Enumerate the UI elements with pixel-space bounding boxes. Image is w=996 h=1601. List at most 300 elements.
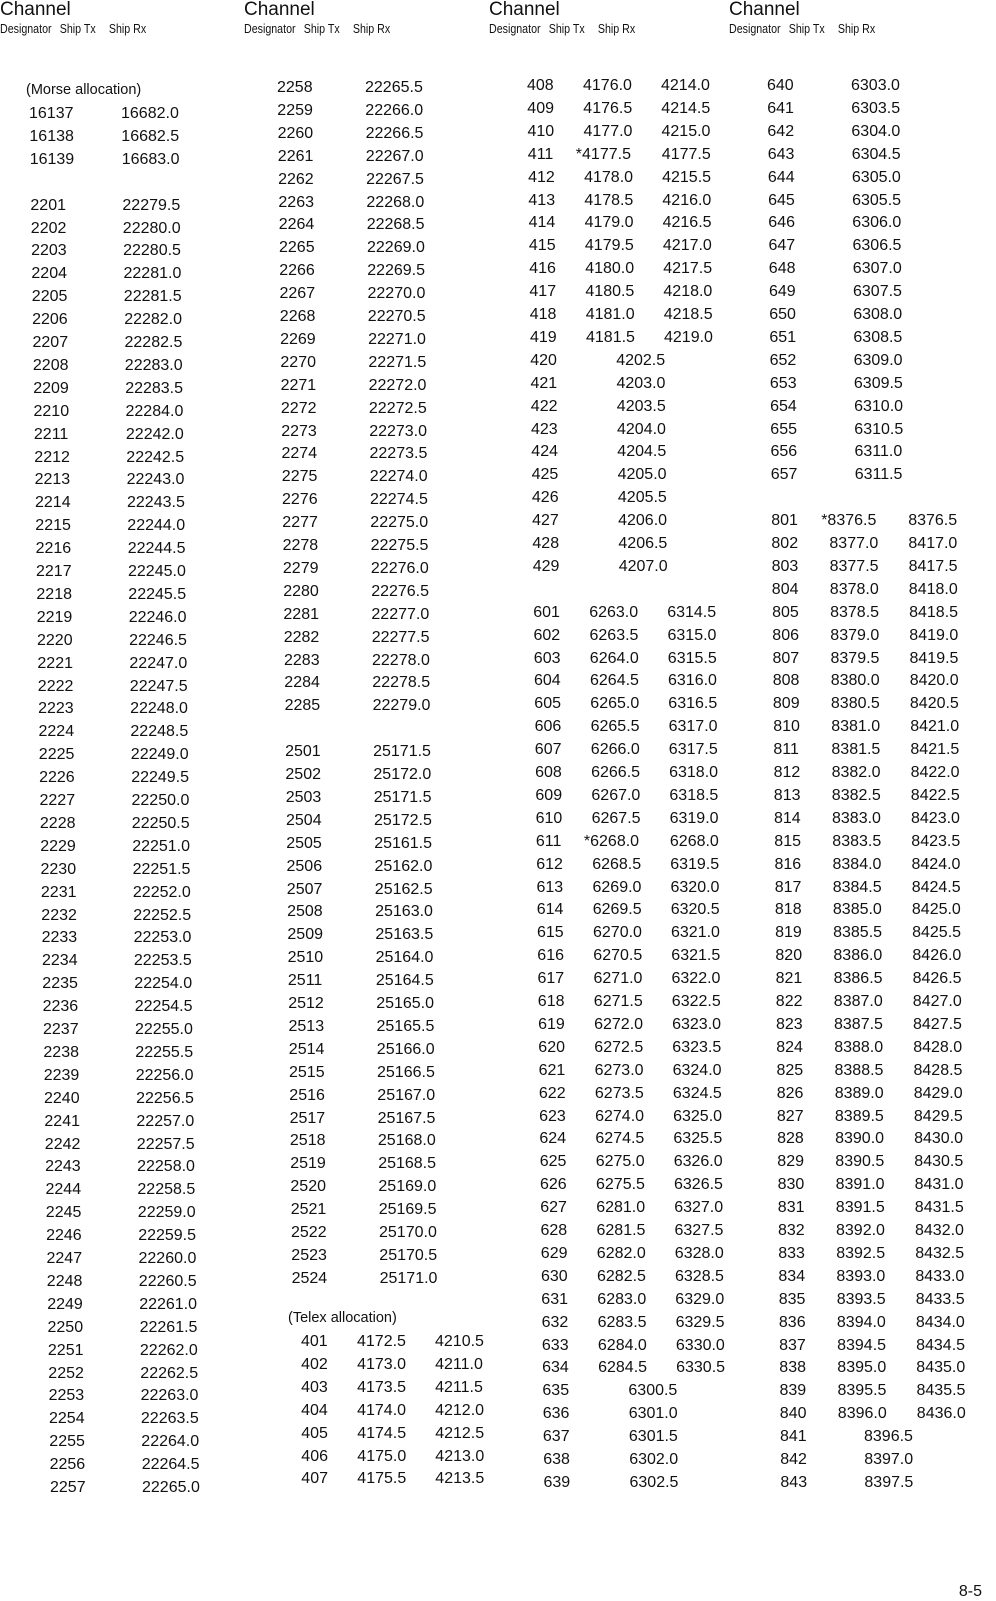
ship-tx-frequency: 6282.5 <box>597 1267 646 1285</box>
channel-designator: 630 <box>541 1267 568 1285</box>
frequency: 22278.5 <box>372 674 431 692</box>
ship-tx-frequency: 8393.5 <box>836 1290 886 1308</box>
channel-designator: 816 <box>774 855 802 873</box>
ship-rx-frequency: 8417.5 <box>908 557 958 575</box>
channel-designator: 2205 <box>31 288 68 306</box>
ship-tx-frequency: 8377.5 <box>829 557 879 575</box>
ship-tx-frequency: 6267.5 <box>591 809 641 827</box>
ship-tx-frequency: 4174.5 <box>357 1424 407 1442</box>
frequency: 6310.0 <box>854 397 904 415</box>
channel-designator: 2265 <box>279 239 315 257</box>
ship-tx-frequency: 4172.5 <box>357 1333 406 1350</box>
channel-designator: 2518 <box>289 1132 326 1150</box>
channel-designator: 843 <box>780 1473 808 1491</box>
ship-tx-frequency: 6271.5 <box>593 993 643 1010</box>
channel-designator: 814 <box>774 809 801 827</box>
ship-tx-frequency: 8389.5 <box>834 1107 884 1125</box>
ship-tx-frequency: 4175.5 <box>357 1470 407 1488</box>
channel-designator: 840 <box>779 1405 807 1423</box>
ship-rx-frequency: 6317.5 <box>668 741 718 759</box>
channel-designator: 651 <box>769 328 797 346</box>
channel-designator: 16138 <box>29 127 74 145</box>
channel-designator: 801 <box>771 512 798 530</box>
channel-designator: 2283 <box>284 651 320 669</box>
channel-designator: 2220 <box>37 631 73 649</box>
frequency: 25169.0 <box>378 1178 437 1196</box>
frequency: 16683.0 <box>121 150 180 168</box>
channel-designator: 817 <box>774 878 802 896</box>
ship-rx-frequency: 8423.0 <box>911 809 960 827</box>
frequency: 6311.5 <box>854 466 903 484</box>
channel-designator: 601 <box>533 603 560 621</box>
channel-designator: 819 <box>775 924 802 942</box>
column-header-sub <box>729 22 926 36</box>
channel-designator: 826 <box>776 1084 804 1102</box>
frequency: 22253.5 <box>133 952 192 970</box>
channel-designator: 428 <box>532 535 560 552</box>
frequency: 22283.5 <box>125 379 184 397</box>
frequency: 22248.0 <box>130 700 188 718</box>
channel-designator: 2276 <box>282 491 318 509</box>
channel-designator: 2244 <box>45 1181 82 1199</box>
channel-designator: 838 <box>779 1359 806 1377</box>
channel-designator: 807 <box>772 649 800 667</box>
channel-designator: 408 <box>527 77 554 94</box>
channel-designator: 648 <box>768 260 796 278</box>
ship-tx-frequency: 4179.5 <box>584 237 634 255</box>
ship-tx-label: Ship Tx <box>788 21 825 36</box>
channel-designator: 820 <box>775 947 803 965</box>
channel-designator: 610 <box>535 809 563 827</box>
channel-designator: 2273 <box>281 422 317 440</box>
channel-designator: 16139 <box>29 150 75 168</box>
frequency: 22276.0 <box>370 559 429 577</box>
ship-tx-frequency: 4181.0 <box>585 306 635 323</box>
channel-designator: 836 <box>778 1313 806 1331</box>
channel-designator: 2266 <box>279 262 315 280</box>
frequency: 4203.5 <box>616 397 666 415</box>
channel-designator: 643 <box>767 145 795 163</box>
frequency: 8397.0 <box>864 1451 914 1468</box>
frequency: 22250.0 <box>131 792 190 809</box>
channel-designator: 613 <box>536 878 564 896</box>
ship-tx-frequency: 6283.0 <box>597 1290 647 1308</box>
channel-designator: 418 <box>529 306 557 323</box>
channel-designator: 2202 <box>30 219 67 237</box>
channel-designator: 2228 <box>39 814 76 832</box>
channel-designator: 2504 <box>286 811 322 829</box>
ship-tx-frequency: 6269.0 <box>592 878 642 896</box>
channel-designator: 615 <box>537 924 564 942</box>
channel-designator: 419 <box>530 328 557 346</box>
ship-tx-frequency: 6270.0 <box>593 924 642 942</box>
channel-designator: 2248 <box>46 1272 83 1290</box>
frequency: 22253.0 <box>133 929 192 947</box>
frequency: 22274.5 <box>370 491 428 509</box>
channel-designator: 2506 <box>286 857 323 875</box>
channel-designator: 839 <box>779 1382 807 1400</box>
ship-tx-frequency: 6266.0 <box>590 741 640 759</box>
ship-tx-frequency: 8387.0 <box>833 993 883 1010</box>
channel-designator: 832 <box>778 1222 805 1239</box>
channel-designator: 812 <box>773 764 801 781</box>
ship-rx-frequency: 8431.5 <box>914 1199 964 1217</box>
ship-tx-frequency: 8382.0 <box>831 764 881 781</box>
channel-designator: 827 <box>776 1107 804 1125</box>
channel-designator: 655 <box>770 420 797 438</box>
ship-rx-frequency: 8430.5 <box>914 1153 964 1171</box>
ship-tx-label: Ship Tx <box>548 21 585 36</box>
channel-designator: 654 <box>770 397 797 415</box>
channel-designator: 2253 <box>48 1387 85 1405</box>
ship-rx-frequency: 6328.5 <box>675 1267 724 1285</box>
frequency: 25161.5 <box>374 834 433 852</box>
channel-designator: 2252 <box>48 1364 84 1382</box>
channel-designator: 2247 <box>46 1250 83 1267</box>
ship-tx-frequency: 8384.0 <box>832 855 882 873</box>
frequency: 22248.5 <box>130 723 189 741</box>
channel-designator: 405 <box>301 1424 328 1442</box>
frequency: 22246.0 <box>128 608 187 626</box>
channel-designator: 2277 <box>282 514 318 532</box>
channel-designator: 632 <box>541 1313 569 1331</box>
channel-designator: 2216 <box>35 540 72 558</box>
ship-rx-frequency: 6316.5 <box>668 695 718 713</box>
channel-designator: 825 <box>776 1061 804 1079</box>
frequency: 22252.5 <box>133 906 192 924</box>
frequency: 25165.5 <box>376 1017 435 1035</box>
channel-designator: 412 <box>528 168 555 186</box>
channel-designator: 2275 <box>281 468 318 486</box>
ship-tx-frequency: 4179.0 <box>584 214 634 232</box>
channel-designator: 618 <box>537 993 565 1010</box>
frequency: 6308.5 <box>853 328 903 346</box>
ship-tx-frequency: 8378.5 <box>830 603 880 621</box>
ship-tx-frequency: 8387.5 <box>834 1015 883 1033</box>
channel-designator: 2224 <box>38 723 75 741</box>
channel-designator: 2236 <box>42 998 79 1016</box>
channel-designator: 2230 <box>40 860 77 878</box>
channel-designator: 842 <box>780 1451 807 1468</box>
channel-designator: 2257 <box>50 1479 86 1496</box>
channel-designator: 2232 <box>41 906 77 924</box>
ship-rx-frequency: 4177.5 <box>661 145 711 163</box>
channel-designator: 414 <box>528 214 556 232</box>
frequency: 22282.0 <box>124 311 183 329</box>
column-header-title: Channel <box>0 0 71 20</box>
ship-tx-frequency: 4176.5 <box>583 99 633 117</box>
frequency: 22281.0 <box>123 265 182 283</box>
ship-tx-frequency: 8377.0 <box>829 535 879 552</box>
channel-designator: 646 <box>768 214 795 232</box>
channel-designator: 2510 <box>287 949 324 967</box>
ship-rx-frequency: 8435.0 <box>916 1359 966 1377</box>
frequency: 4206.0 <box>618 512 668 530</box>
frequency: 22271.5 <box>368 353 427 371</box>
channel-designator: 804 <box>771 580 799 598</box>
ship-rx-frequency: 4215.0 <box>661 122 711 140</box>
channel-designator: 830 <box>777 1176 805 1194</box>
frequency: 22281.5 <box>123 288 182 306</box>
ship-rx-frequency: 4218.0 <box>663 283 713 301</box>
channel-designator: 626 <box>540 1176 567 1194</box>
ship-tx-frequency: *4177.5 <box>575 145 631 163</box>
ship-tx-frequency: 4180.5 <box>585 283 635 301</box>
channel-designator: 2234 <box>42 952 78 970</box>
frequency: 25163.0 <box>375 903 433 921</box>
ship-tx-frequency: 8395.0 <box>837 1359 887 1377</box>
channel-designator: 636 <box>542 1405 570 1423</box>
channel-designator: 608 <box>535 764 562 781</box>
channel-designator: 2274 <box>281 445 318 463</box>
channel-designator: 2221 <box>37 654 73 672</box>
channel-designator: 621 <box>538 1061 566 1079</box>
channel-designator: 2508 <box>287 903 323 921</box>
ship-rx-frequency: 6318.0 <box>669 764 719 781</box>
ship-tx-frequency: 8390.5 <box>835 1153 885 1171</box>
channel-designator: 2511 <box>287 972 323 990</box>
channel-designator: 2214 <box>35 494 71 512</box>
channel-designator: 2231 <box>40 883 77 901</box>
ship-rx-frequency: 8435.5 <box>916 1382 966 1400</box>
ship-rx-frequency: 8419.0 <box>909 626 959 644</box>
ship-rx-frequency: 8419.5 <box>909 649 959 667</box>
page-number: 8-5 <box>958 1583 982 1600</box>
frequency: 22269.5 <box>367 262 426 280</box>
channel-designator: 2251 <box>47 1341 84 1359</box>
channel-designator: 649 <box>769 283 796 301</box>
ship-rx-frequency: 8376.5 <box>908 512 958 530</box>
channel-designator: 2523 <box>291 1246 327 1264</box>
frequency: 22259.5 <box>138 1227 197 1245</box>
frequency: 6301.5 <box>628 1428 678 1446</box>
ship-rx-frequency: 4211.0 <box>435 1355 483 1373</box>
ship-tx-frequency: 6264.5 <box>590 672 639 690</box>
ship-rx-frequency: 6317.0 <box>668 718 718 736</box>
channel-designator: 2519 <box>290 1155 326 1173</box>
channel-designator: 612 <box>536 855 563 873</box>
frequency: 22249.0 <box>130 746 189 764</box>
channel-designator: 602 <box>533 626 561 644</box>
frequency: 25167.0 <box>377 1086 436 1104</box>
designator-label: Designator <box>244 21 296 36</box>
channel-designator: 2237 <box>43 1021 79 1038</box>
channel-designator: 2259 <box>277 101 313 119</box>
channel-designator: 640 <box>767 77 794 94</box>
frequency: 22257.0 <box>136 1112 195 1130</box>
frequency: 22245.5 <box>128 585 187 603</box>
ship-tx-frequency: 6281.0 <box>596 1199 646 1217</box>
frequency: 22268.5 <box>366 216 425 234</box>
channel-designator: 421 <box>530 374 558 392</box>
frequency: 22260.5 <box>138 1272 197 1290</box>
frequency: 4204.5 <box>617 443 667 461</box>
frequency: 25170.0 <box>379 1224 437 1241</box>
channel-designator: 818 <box>774 901 802 919</box>
ship-tx-frequency: 8380.5 <box>830 695 880 713</box>
frequency: 22266.5 <box>365 124 424 142</box>
channel-designator: 404 <box>301 1401 328 1419</box>
ship-rx-frequency: 6322.5 <box>671 993 721 1010</box>
channel-designator: 425 <box>531 466 559 484</box>
channel-designator: 427 <box>532 512 559 530</box>
frequency: 6302.5 <box>629 1473 679 1491</box>
channel-designator: 619 <box>538 1015 565 1033</box>
ship-tx-frequency: 6274.0 <box>595 1107 645 1125</box>
ship-rx-frequency: 4212.0 <box>435 1401 485 1419</box>
frequency: 22247.0 <box>129 654 188 672</box>
channel-designator: 2258 <box>277 79 313 96</box>
column-header-title: Channel <box>489 0 560 20</box>
channel-designator: 2524 <box>291 1269 328 1287</box>
channel-designator: 2201 <box>30 196 66 214</box>
ship-tx-frequency: 6281.5 <box>596 1222 646 1239</box>
ship-tx-frequency: 6282.0 <box>596 1244 646 1262</box>
ship-tx-frequency: 4173.5 <box>357 1378 407 1396</box>
frequency: 25169.5 <box>378 1201 437 1219</box>
channel-designator: 2223 <box>38 700 74 718</box>
channel-designator: 2209 <box>33 379 69 397</box>
ship-rx-frequency: 6315.0 <box>667 626 717 644</box>
ship-tx-frequency: 8394.5 <box>837 1336 887 1354</box>
frequency: 22259.0 <box>137 1204 196 1222</box>
frequency: 22277.0 <box>371 605 430 623</box>
frequency: 6302.0 <box>629 1451 679 1468</box>
channel-designator: 2256 <box>49 1456 86 1474</box>
channel-designator: 422 <box>530 397 558 415</box>
channel-designator: 650 <box>769 306 796 323</box>
ship-tx-frequency: 4174.0 <box>357 1401 407 1419</box>
frequency: 4205.5 <box>617 489 667 507</box>
ship-tx-frequency: 8380.0 <box>830 672 880 690</box>
frequency: 6309.5 <box>853 374 903 392</box>
frequency: 22266.0 <box>365 101 424 119</box>
channel-designator: 625 <box>539 1153 567 1171</box>
frequency: 22257.5 <box>136 1135 195 1153</box>
channel-designator: 607 <box>534 741 562 759</box>
channel-designator: 420 <box>530 351 557 369</box>
ship-tx-label: Ship Tx <box>303 21 340 36</box>
frequency: 6301.0 <box>628 1405 678 1423</box>
frequency: 25170.5 <box>379 1246 438 1264</box>
channel-designator: 841 <box>780 1428 807 1446</box>
ship-rx-frequency: 4219.0 <box>664 328 713 346</box>
ship-rx-frequency: 8418.5 <box>909 603 959 621</box>
channel-designator: 638 <box>543 1451 570 1468</box>
channel-designator: 2517 <box>289 1109 326 1127</box>
ship-rx-frequency: 8420.0 <box>909 672 959 690</box>
channel-designator: 2270 <box>280 353 316 371</box>
frequency: 22273.5 <box>369 445 428 463</box>
frequency: 22269.0 <box>367 239 425 257</box>
frequency: 22264.0 <box>141 1433 200 1451</box>
channel-designator: 622 <box>538 1084 566 1102</box>
ship-rx-frequency: 8429.5 <box>913 1107 963 1125</box>
ship-rx-frequency: 4210.5 <box>435 1333 484 1350</box>
channel-designator: 2278 <box>282 537 319 554</box>
channel-designator: 629 <box>540 1244 568 1262</box>
frequency: 22282.5 <box>124 334 183 351</box>
channel-designator: 623 <box>539 1107 566 1125</box>
column-header-3 <box>489 0 729 36</box>
ship-rx-frequency: 8432.5 <box>915 1244 965 1262</box>
ship-tx-frequency: 6273.5 <box>594 1084 644 1102</box>
channel-designator: 2245 <box>45 1204 82 1222</box>
frequency: 22250.5 <box>131 814 190 832</box>
ship-tx-frequency: 4178.0 <box>584 168 634 186</box>
ship-rx-frequency: 8428.5 <box>913 1061 963 1079</box>
ship-rx-frequency: 4211.5 <box>435 1378 483 1396</box>
channel-designator: 831 <box>777 1199 805 1217</box>
ship-rx-frequency: 8422.0 <box>910 764 960 781</box>
channel-designator: 641 <box>767 99 794 117</box>
channel-designator: 2243 <box>45 1158 81 1176</box>
designator-label: Designator <box>729 21 781 36</box>
ship-tx-frequency: 6272.0 <box>594 1015 644 1033</box>
channel-designator: 2505 <box>286 834 322 852</box>
frequency: 6307.0 <box>852 260 902 278</box>
ship-rx-frequency: 6324.0 <box>672 1061 722 1079</box>
channel-designator: 423 <box>531 420 558 438</box>
ship-rx-frequency: 6320.0 <box>670 878 720 896</box>
channel-designator: 2520 <box>290 1178 326 1196</box>
frequency: 25172.5 <box>374 811 432 829</box>
channel-designator: 2204 <box>31 265 67 283</box>
frequency: 22255.0 <box>135 1021 193 1038</box>
channel-designator: 409 <box>527 99 554 117</box>
frequency: 22278.0 <box>372 651 430 669</box>
ship-rx-frequency: 8433.0 <box>915 1267 965 1285</box>
ship-rx-frequency: 6324.5 <box>672 1084 722 1102</box>
frequency: 25164.5 <box>375 972 434 990</box>
frequency: 4207.0 <box>618 557 668 575</box>
ship-tx-frequency: 6269.5 <box>592 901 642 919</box>
channel-designator: 802 <box>771 535 799 552</box>
ship-tx-frequency: 8383.0 <box>832 809 881 827</box>
channel-designator: 633 <box>541 1336 569 1354</box>
frequency: 25166.0 <box>376 1040 435 1058</box>
channel-designator: 823 <box>776 1015 803 1033</box>
frequency: 22277.5 <box>371 628 430 646</box>
frequency: 22264.5 <box>141 1456 200 1474</box>
frequency: 22275.0 <box>370 514 429 532</box>
ship-rx-frequency: 4213.0 <box>435 1447 485 1465</box>
channel-designator: 647 <box>768 237 796 255</box>
channel-designator: 2509 <box>287 926 323 944</box>
channel-designator: 2502 <box>285 766 321 783</box>
channel-designator: 2260 <box>277 124 314 142</box>
frequency: 22256.5 <box>136 1089 194 1107</box>
channel-designator: 2254 <box>49 1410 85 1428</box>
channel-designator: 644 <box>767 168 795 186</box>
frequency: 22258.0 <box>137 1158 195 1176</box>
ship-rx-frequency: 8426.0 <box>912 947 962 965</box>
ship-rx-frequency: 4212.5 <box>435 1424 485 1442</box>
frequency: 25166.5 <box>377 1063 435 1081</box>
ship-rx-frequency: 6320.5 <box>670 901 720 919</box>
ship-rx-frequency: 8433.5 <box>915 1290 965 1308</box>
frequency: 22262.0 <box>139 1341 198 1359</box>
channel-designator: 2213 <box>34 471 71 489</box>
frequency: 6305.5 <box>852 191 902 209</box>
ship-rx-frequency: 8428.0 <box>913 1038 963 1056</box>
frequency: 6304.5 <box>851 145 901 163</box>
channel-designator: 429 <box>532 557 560 575</box>
frequency: 25168.5 <box>378 1155 437 1173</box>
channel-designator: 401 <box>301 1333 328 1350</box>
ship-rx-frequency: 8432.0 <box>915 1222 964 1239</box>
channel-designator: 2282 <box>283 628 320 646</box>
